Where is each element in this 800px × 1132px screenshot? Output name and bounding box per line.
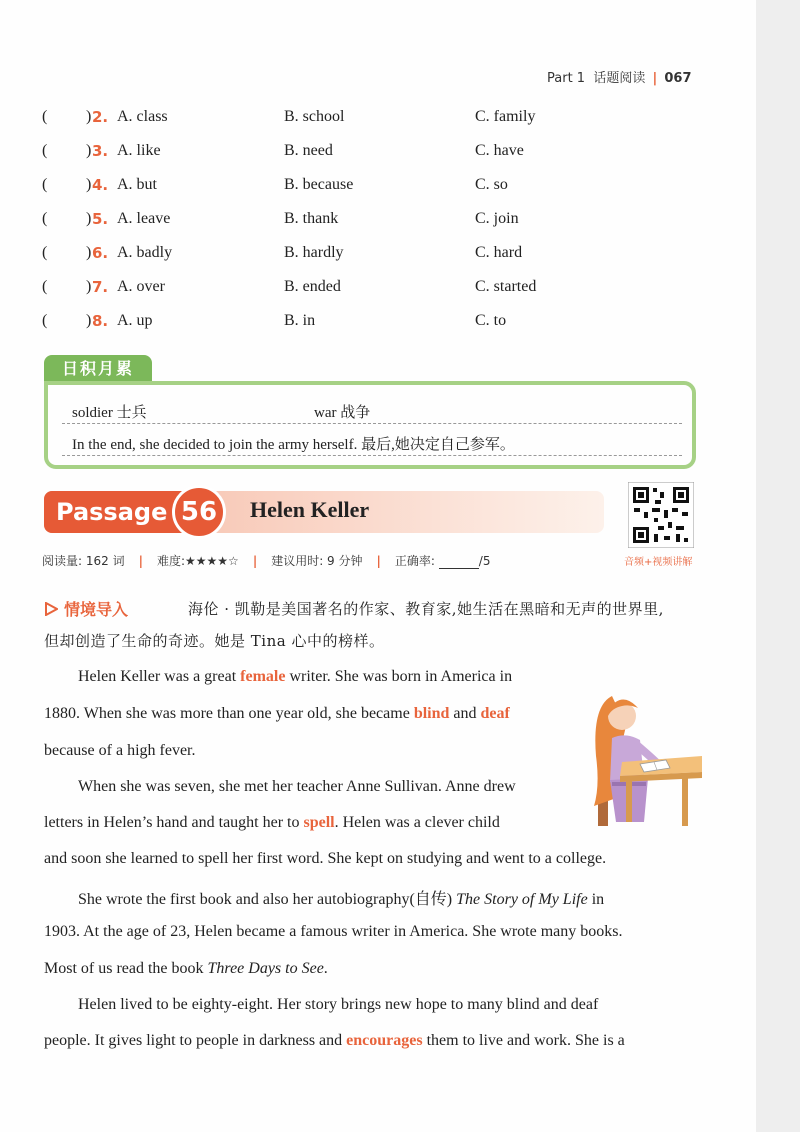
- option-c[interactable]: C. join: [475, 210, 519, 227]
- vocab-blind: blind: [413, 705, 450, 722]
- option-b[interactable]: B. ended: [284, 278, 341, 295]
- question-number: 2.: [92, 108, 109, 126]
- question-row: ( ) 5. A. leave B. thank C. join: [42, 210, 519, 228]
- accuracy-blank[interactable]: [439, 556, 479, 569]
- vocab-encourages: encourages: [346, 1032, 423, 1049]
- question-row: ( ) 2. A. class B. school C. family: [42, 108, 536, 126]
- play-arrow-icon: [44, 602, 58, 616]
- question-row: ( ) 8. A. up B. in C. to: [42, 312, 507, 330]
- passage-info: 阅读量: 162 词 | 难度:★★★★☆ | 建议用时: 9 分钟 | 正确率: /5: [42, 554, 491, 568]
- page-number: 067: [664, 71, 692, 86]
- option-a[interactable]: A. up: [117, 312, 153, 329]
- body-line: Helen lived to be eighty-eight. Her story brings new hope to many blind and deaf: [78, 996, 599, 1013]
- intro-text-1: 海伦 · 凯勒是美国著名的作家、教育家,她生活在黑暗和无声的世界里,: [188, 600, 664, 618]
- note-word-soldier: soldier 士兵: [72, 405, 147, 421]
- note-word-war: war 战争: [314, 405, 371, 421]
- option-b[interactable]: B. school: [284, 108, 345, 125]
- vocab-deaf: deaf: [480, 705, 510, 722]
- suggested-time: 建议用时: 9 分钟: [271, 554, 363, 568]
- vocab-spell: spell: [303, 814, 335, 831]
- question-number: 4.: [92, 176, 109, 194]
- passage-number: 56: [172, 485, 226, 539]
- difficulty-stars-icon: ★★★★☆: [185, 554, 239, 568]
- body-line: She wrote the first book and also her autobiography(自传) The Story of My Life in: [78, 891, 605, 908]
- body-line: 1880. When she was more than one year old, she became blind and deaf: [44, 705, 510, 722]
- accuracy-label: 正确率:: [394, 554, 435, 568]
- question-number: 7.: [92, 278, 109, 296]
- option-a[interactable]: A. but: [117, 176, 157, 193]
- option-b[interactable]: B. need: [284, 142, 333, 159]
- difficulty-label: 难度:: [156, 554, 186, 568]
- option-b[interactable]: B. thank: [284, 210, 339, 227]
- question-row: ( ) 7. A. over B. ended C. started: [42, 278, 537, 296]
- option-b[interactable]: B. because: [284, 176, 354, 193]
- option-a[interactable]: A. leave: [117, 210, 171, 227]
- body-line: 1903. At the age of 23, Helen became a famous writer in America. She wrote many books.: [44, 923, 623, 940]
- page-edge: [756, 0, 800, 1132]
- vocab-female: female: [240, 668, 286, 685]
- body-line: people. It gives light to people in darkness and encourages them to live and work. She is a: [44, 1032, 625, 1049]
- notes-title: 日积月累: [44, 355, 152, 383]
- question-number: 6.: [92, 244, 109, 262]
- option-b[interactable]: B. in: [284, 312, 316, 329]
- question-number: 8.: [92, 312, 109, 330]
- question-row: ( ) 4. A. but B. because C. so: [42, 176, 508, 194]
- book-title: The Story of My Life: [456, 891, 588, 908]
- header-divider: |: [652, 71, 658, 86]
- qr-code-icon[interactable]: [628, 482, 694, 548]
- girl-reading-illustration: [582, 686, 702, 826]
- question-row: ( ) 3. A. like B. need C. have: [42, 142, 524, 160]
- option-c[interactable]: C. family: [475, 108, 536, 125]
- accuracy-total: /5: [478, 554, 491, 568]
- page-header: [547, 67, 692, 86]
- header-part: Part 1: [547, 71, 586, 86]
- option-c[interactable]: C. started: [475, 278, 537, 295]
- header-section: 话题阅读: [593, 71, 646, 86]
- question-number: 3.: [92, 142, 109, 160]
- question-number: 5.: [92, 210, 109, 228]
- passage-label: Passage: [44, 491, 184, 533]
- note-sentence: In the end, she decided to join the army herself. 最后,她决定自己参军。: [72, 437, 515, 453]
- intro-text-2: 但却创造了生命的奇迹。她是 Tina 心中的榜样。: [44, 632, 385, 650]
- body-line: When she was seven, she met her teacher Anne Sullivan. Anne drew: [78, 778, 516, 795]
- option-c[interactable]: C. hard: [475, 244, 523, 261]
- body-line: because of a high fever.: [44, 742, 196, 759]
- option-c[interactable]: C. have: [475, 142, 524, 159]
- word-count: 阅读量: 162 词: [42, 554, 125, 568]
- body-line: letters in Helen’s hand and taught her to spell. Helen was a clever child: [44, 814, 500, 831]
- option-a[interactable]: A. class: [117, 108, 168, 125]
- qr-label: 音频+视频讲解: [624, 557, 693, 568]
- divider: [62, 455, 682, 456]
- intro-label: 情境导入: [44, 597, 128, 620]
- passage-title: Helen Keller: [250, 497, 370, 522]
- body-line: and soon she learned to spell her first word. She kept on studying and went to a college.: [44, 850, 607, 867]
- option-a[interactable]: A. over: [117, 278, 165, 295]
- book-title: Three Days to See: [207, 960, 324, 977]
- option-c[interactable]: C. so: [475, 176, 508, 193]
- option-c[interactable]: C. to: [475, 312, 507, 329]
- divider: [62, 423, 682, 424]
- option-a[interactable]: A. badly: [117, 244, 173, 261]
- question-row: ( ) 6. A. badly B. hardly C. hard: [42, 244, 523, 262]
- body-line: Most of us read the book Three Days to See.: [44, 960, 328, 977]
- notes-box: [44, 381, 696, 469]
- option-b[interactable]: B. hardly: [284, 244, 344, 261]
- body-line: Helen Keller was a great female writer. She was born in America in: [78, 668, 513, 685]
- option-a[interactable]: A. like: [117, 142, 161, 159]
